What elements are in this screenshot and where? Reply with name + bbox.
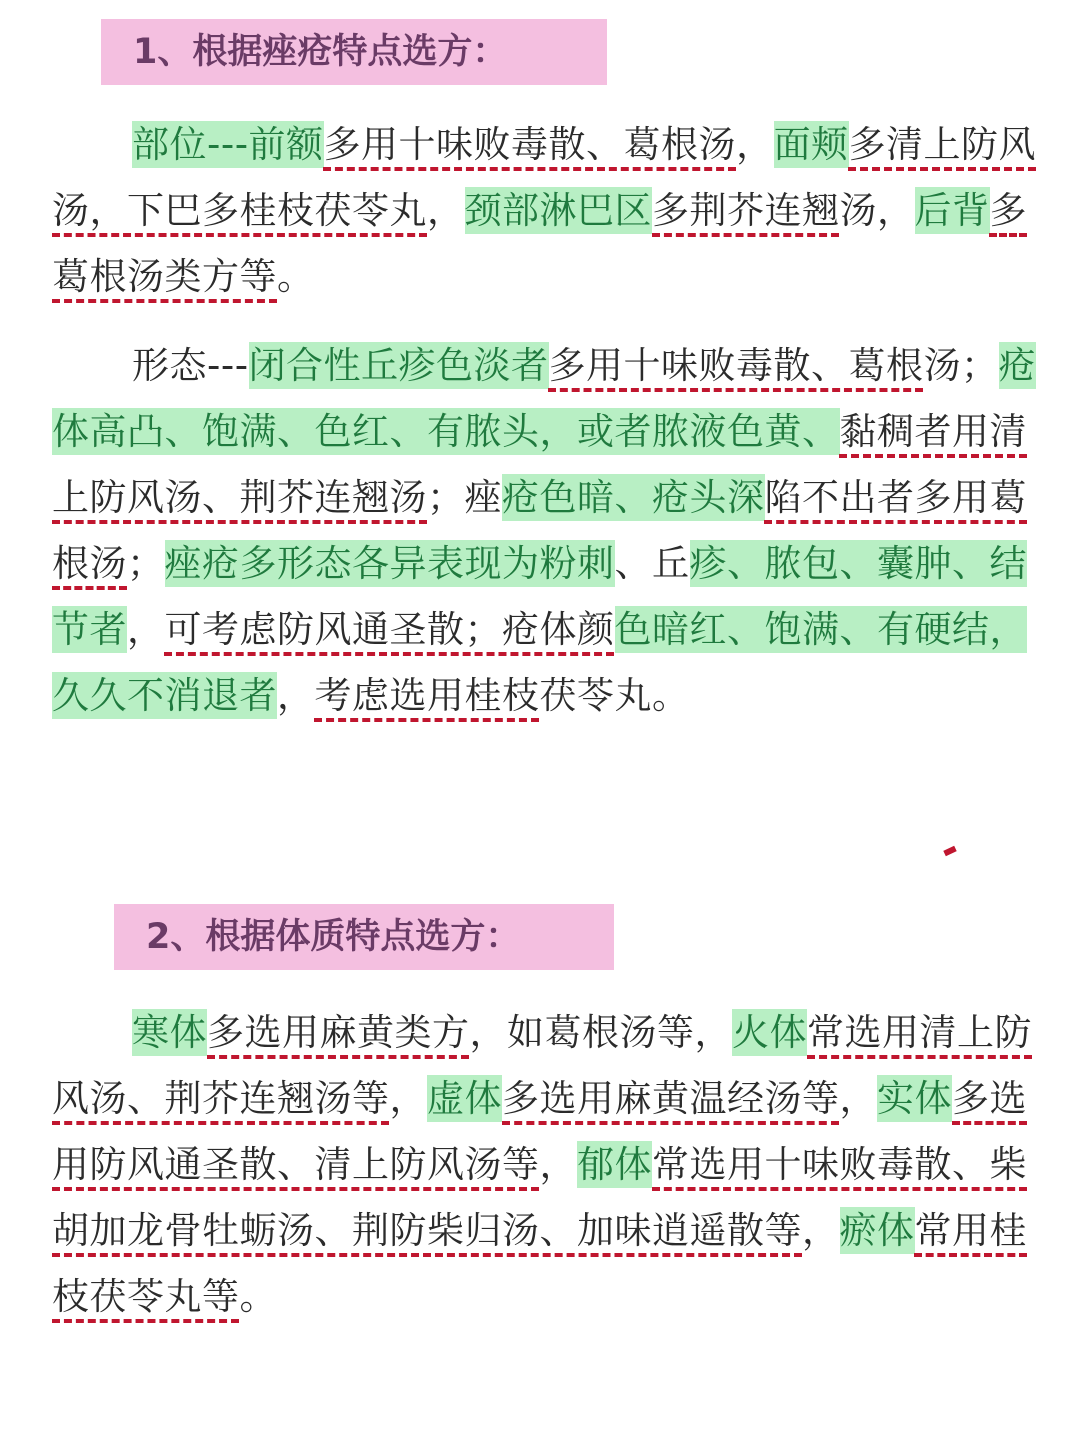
- section1-heading: 1、根据痤疮特点选方：: [101, 19, 607, 85]
- highlighted-text: 色暗红、饱满、有硬结，久久不消退者: [52, 608, 1027, 717]
- underlined-text: 陷不出者多用葛根汤: [52, 476, 1027, 585]
- text-segment: ，: [736, 123, 774, 166]
- text-segment: ，: [802, 1209, 840, 1252]
- underlined-text: 常选用十味败毒散、柴胡加龙骨牡蛎汤、荆防柴归汤、加味逍遥散等: [52, 1143, 1027, 1252]
- underlined-text: 多选用麻黄温经汤等: [502, 1077, 840, 1120]
- highlighted-text: 火体: [732, 1011, 807, 1054]
- underlined-text: 多用十味败毒散、葛根: [548, 344, 924, 387]
- text-segment: 汤；: [923, 344, 999, 387]
- highlighted-text: 部位---前额: [132, 123, 324, 166]
- text-segment: ，: [127, 608, 165, 651]
- text-segment: ，: [277, 674, 315, 717]
- highlighted-text: 疮体高凸、饱满、色红、有脓头，或者脓液色黄、: [52, 344, 1037, 453]
- underlined-text: 黏稠者用清上防风汤、荆芥连翘汤: [52, 410, 1027, 519]
- highlighted-text: 疹、脓包、囊肿、结节者: [52, 542, 1027, 651]
- text-segment: ，: [539, 1143, 577, 1186]
- paragraph-location: [52, 112, 1042, 310]
- highlighted-text: 面颊: [773, 123, 849, 166]
- text-segment: 形态---: [132, 344, 249, 387]
- highlighted-text: 实体: [877, 1077, 952, 1120]
- highlighted-text: 后背: [914, 189, 990, 232]
- paragraph-morphology: [52, 333, 1042, 729]
- stray-mark: [943, 846, 956, 857]
- section2-heading: 2、根据体质特点选方：: [114, 904, 614, 970]
- underlined-text: 多选用防风通圣散、清上防风汤等: [52, 1077, 1027, 1186]
- paragraph-constitution: [52, 1000, 1042, 1330]
- text-segment: ；: [127, 542, 165, 585]
- text-segment: ；痤: [427, 476, 502, 519]
- highlighted-text: 闭合性丘疹色淡者: [248, 344, 549, 387]
- text-segment: 。: [239, 1275, 277, 1318]
- highlighted-text: 痤疮多形态各异表现为粉刺: [164, 542, 615, 585]
- highlighted-text: 颈部淋巴区: [464, 189, 652, 232]
- text-segment: ，如葛根汤等，: [469, 1011, 732, 1054]
- text-segment: 、: [614, 542, 652, 585]
- text-segment: 汤，: [839, 189, 915, 232]
- underlined-text: 常用桂枝茯苓丸等: [52, 1209, 1027, 1318]
- underlined-text: 常选用清上防风汤、荆芥连翘汤等: [52, 1011, 1032, 1120]
- highlighted-text: 疮色暗、疮头深: [502, 476, 765, 519]
- highlighted-text: 瘀体: [839, 1209, 915, 1252]
- text-segment: ，: [839, 1077, 877, 1120]
- highlighted-text: 寒体: [132, 1011, 207, 1054]
- highlighted-text: 虚体: [427, 1077, 502, 1120]
- underlined-text: 多荆芥连翘: [652, 189, 840, 232]
- underlined-text: 多选用麻黄类方: [207, 1011, 470, 1054]
- text-segment: ，: [389, 1077, 427, 1120]
- underlined-text: 多清上防风汤，下巴多桂枝茯苓丸: [52, 123, 1037, 232]
- underlined-text: 多葛根汤类方等: [52, 189, 1027, 298]
- underlined-text: 考虑选用桂枝: [314, 674, 540, 717]
- text-segment: 丘: [652, 542, 690, 585]
- text-segment: 茯苓丸。: [539, 674, 690, 717]
- underlined-text: 可考虑防风通圣散；疮体颜: [164, 608, 615, 651]
- highlighted-text: 郁体: [577, 1143, 652, 1186]
- underlined-text: 多用十味败毒散、葛根汤: [323, 123, 737, 166]
- text-segment: 。: [277, 255, 315, 298]
- text-segment: ，: [427, 189, 465, 232]
